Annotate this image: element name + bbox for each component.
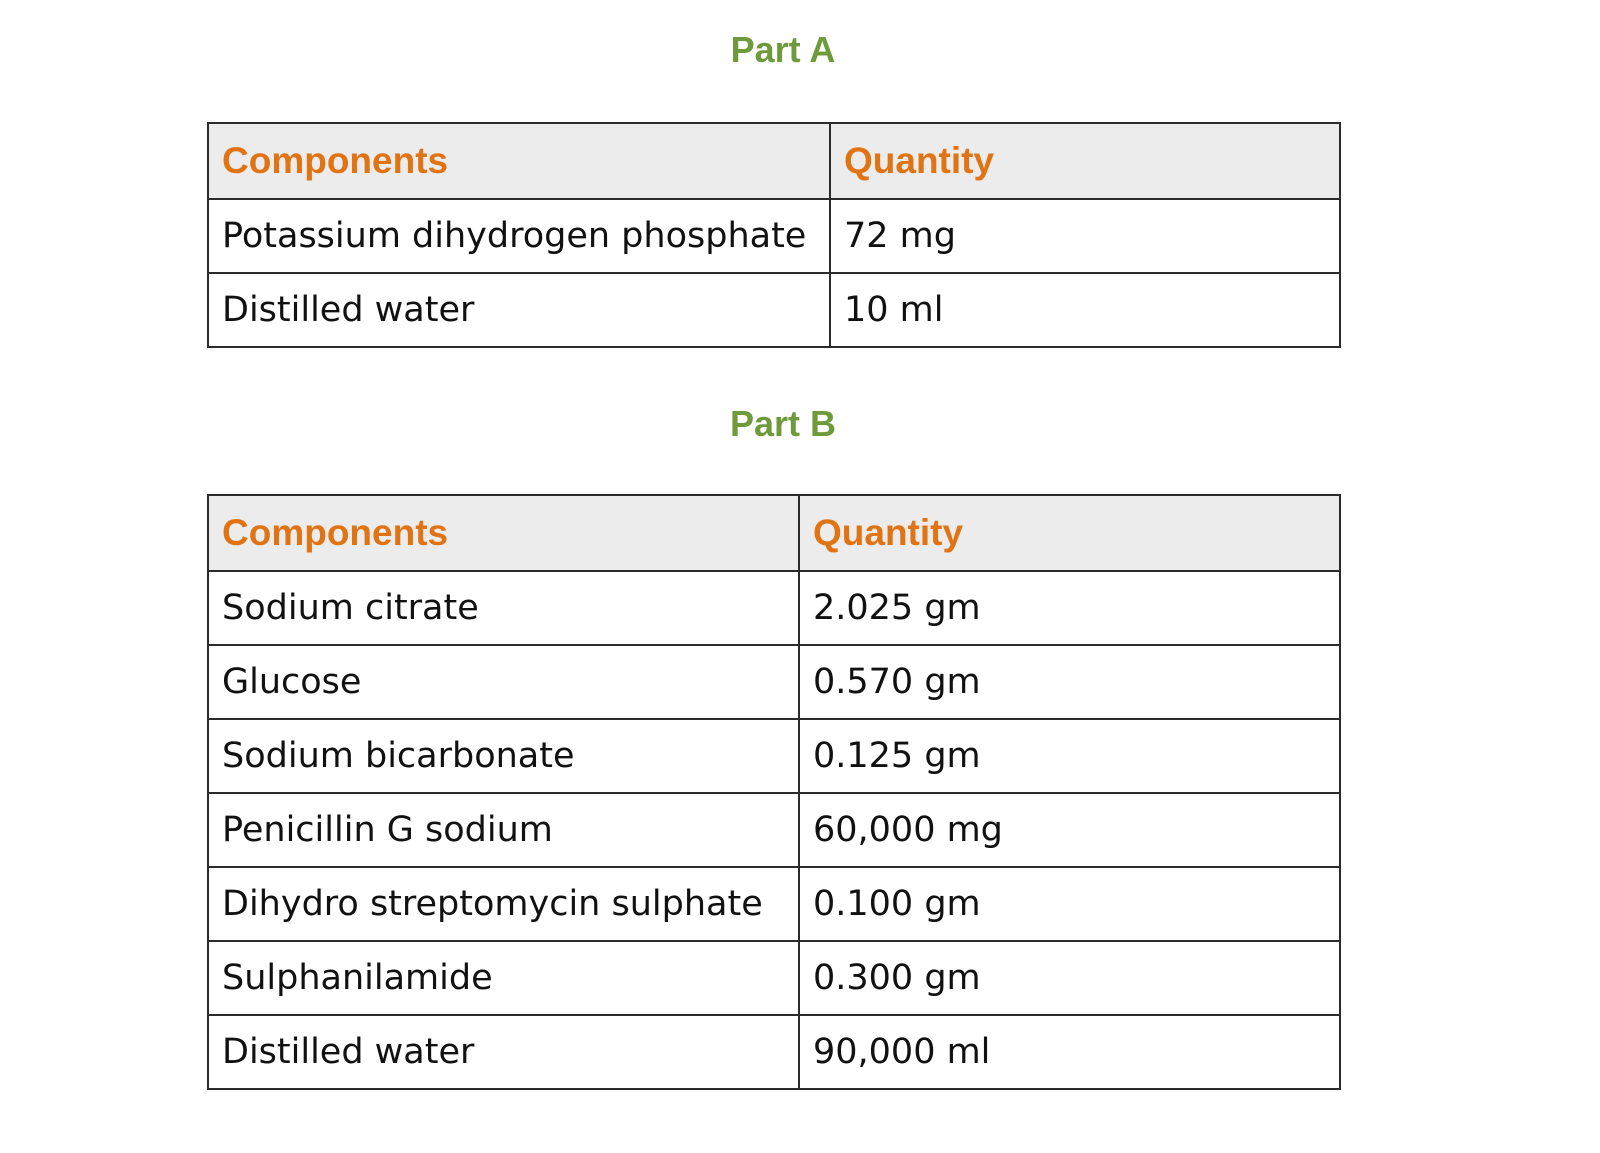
component-cell: Distilled water xyxy=(208,273,830,347)
table-row xyxy=(208,1015,1340,1089)
table-row xyxy=(208,941,1340,1015)
component-cell: Penicillin G sodium xyxy=(208,793,799,867)
column-header-components: Components xyxy=(208,123,830,199)
component-cell: Potassium dihydrogen phosphate xyxy=(208,199,830,273)
quantity-cell: 90,000 ml xyxy=(799,1015,1340,1089)
table-row xyxy=(208,793,1340,867)
part-a-table xyxy=(207,122,1341,348)
table-row xyxy=(208,273,1340,347)
component-cell: Sulphanilamide xyxy=(208,941,799,1015)
quantity-cell: 0.300 gm xyxy=(799,941,1340,1015)
quantity-cell: 0.125 gm xyxy=(799,719,1340,793)
component-cell: Sodium citrate xyxy=(208,571,799,645)
quantity-cell: 10 ml xyxy=(830,273,1340,347)
part-a-title: Part A xyxy=(730,29,836,70)
column-header-quantity: Quantity xyxy=(830,123,1340,199)
table-row xyxy=(208,645,1340,719)
table-row xyxy=(208,867,1340,941)
component-cell: Glucose xyxy=(208,645,799,719)
component-cell: Dihydro streptomycin sulphate xyxy=(208,867,799,941)
part-b-table xyxy=(207,494,1341,1090)
column-header-components: Components xyxy=(208,495,799,571)
quantity-cell: 0.570 gm xyxy=(799,645,1340,719)
table-header-row xyxy=(208,495,1340,571)
component-cell: Sodium bicarbonate xyxy=(208,719,799,793)
table-row xyxy=(208,719,1340,793)
quantity-cell: 60,000 mg xyxy=(799,793,1340,867)
part-b-title: Part B xyxy=(729,403,837,444)
column-header-quantity: Quantity xyxy=(799,495,1340,571)
quantity-cell: 72 mg xyxy=(830,199,1340,273)
quantity-cell: 0.100 gm xyxy=(799,867,1340,941)
component-cell: Distilled water xyxy=(208,1015,799,1089)
table-header-row xyxy=(208,123,1340,199)
quantity-cell: 2.025 gm xyxy=(799,571,1340,645)
table-row xyxy=(208,199,1340,273)
table-row xyxy=(208,571,1340,645)
